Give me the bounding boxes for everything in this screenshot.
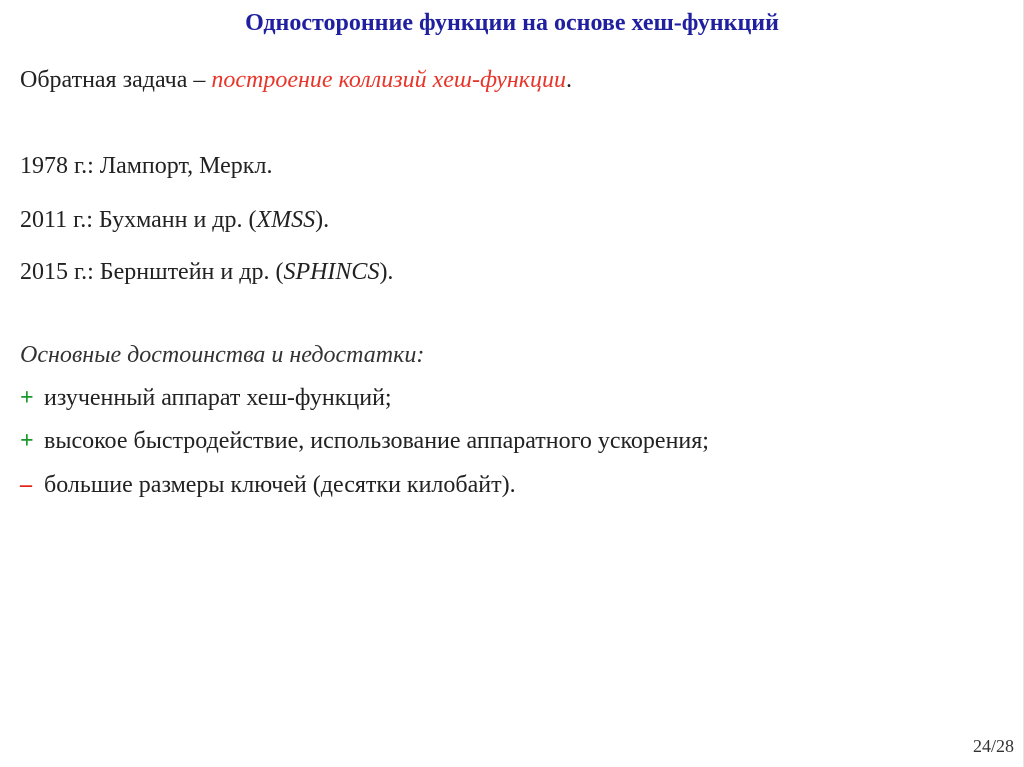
history-text: 2015 г.: Бернштейн и др. ( <box>20 259 284 285</box>
minus-sign: – <box>20 472 32 498</box>
page-number: 24/28 <box>972 736 1014 756</box>
pro-item-1 <box>20 383 392 413</box>
pro-text: изученный аппарат хеш-функций; <box>44 385 392 411</box>
history-text-tail: ). <box>315 207 330 233</box>
inverse-problem-emphasis: построение коллизий хеш-функции <box>211 67 567 93</box>
inverse-problem-line <box>20 65 572 95</box>
pro-item-2 <box>20 426 709 456</box>
plus-sign: + <box>20 385 34 411</box>
con-text: большие размеры ключей (десятки килобайт). <box>44 472 516 498</box>
history-text: 2011 г.: Бухманн и др. ( <box>20 207 257 233</box>
inverse-problem-prefix: Обратная задача – <box>20 67 212 93</box>
scheme-name-xmss: XMSS <box>256 207 316 233</box>
con-item-1 <box>20 470 516 500</box>
slide-title: Односторонние функции на основе хеш-функций <box>245 10 779 36</box>
pros-cons-heading: Основные достоинства и недостатки: <box>20 342 425 368</box>
history-text: 1978 г.: Лампорт, Меркл. <box>20 153 273 179</box>
history-text-tail: ). <box>379 259 394 285</box>
pro-text: высокое быстродействие, использование аппаратного ускорения; <box>44 428 709 454</box>
history-item-1978 <box>20 151 272 181</box>
scheme-name-sphincs: SPHINCS <box>283 259 380 285</box>
history-item-2015 <box>20 257 393 287</box>
inverse-problem-suffix: . <box>566 67 573 93</box>
plus-sign: + <box>20 428 34 454</box>
history-item-2011 <box>20 205 329 235</box>
